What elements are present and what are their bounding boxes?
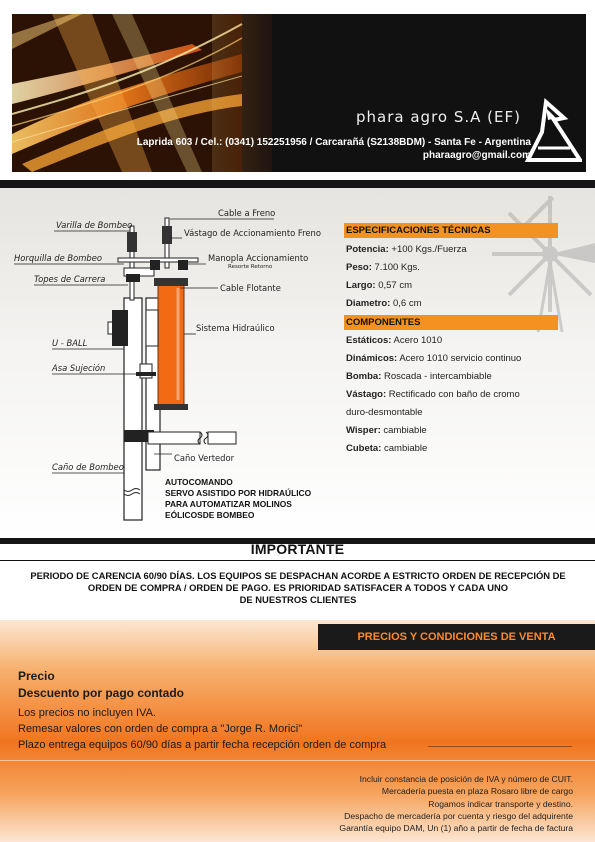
label-sistema: Sistema Hidraúlico: [196, 323, 275, 333]
pharaoh-logo-icon: [524, 98, 582, 164]
brand-name: phara agro S.A (EF): [356, 108, 521, 126]
address-line: Laprida 603 / Cel.: (0341) 152251956 / Carcarañá (S2138BDM) - Santa Fe - Argentina: [136, 137, 531, 148]
comp-vastago-cont: duro-desmontable: [346, 407, 423, 418]
specs-heading: ESPECIFICACIONES TÉCNICAS: [344, 223, 558, 238]
label-vastago: Vástago de Accionamiento Freno: [184, 228, 321, 238]
comp-estaticos: Estáticos: Acero 1010: [346, 335, 443, 346]
footer-notes: Incluir constancia de posición de IVA y número de CUIT. Mercadería puesta en plaza Rosaro libre de cargo Rogamos indicar transporte y destino. Despacho de mercadería por cuenta y riesgo del adquirente Garantía equipo DAM, Un (1) año a partir de fecha de factura: [339, 774, 573, 834]
label-asa: Asa Sujeción: [52, 363, 106, 373]
divider: [0, 760, 595, 761]
divider: [0, 560, 595, 561]
components-heading: COMPONENTES: [344, 315, 558, 330]
comp-vastago: Vástago: Rectificado con baño de cromo: [346, 389, 520, 400]
windmill-graphic: [478, 192, 595, 332]
contact-block: [137, 136, 531, 162]
comp-wisper: Wisper: cambiable: [346, 425, 427, 436]
divider: [428, 746, 572, 747]
label-horquilla: Horquilla de Bombeo: [14, 253, 103, 263]
comp-cubeta: Cubeta: cambiable: [346, 443, 428, 454]
label-resorte: Resorte Retorno: [228, 264, 273, 270]
spec-potencia: Potencia: +100 Kgs./Fuerza: [346, 244, 467, 255]
label-uball: U - BALL: [52, 338, 88, 348]
importante-text: PERIODO DE CARENCIA 60/90 DÍAS. LOS EQUIPOS SE DESPACHAN ACORDE A ESTRICTO ORDEN DE RECEPCIÓN DE ORDEN DE COMPRA / ORDEN DE PAGO. ES PRIORIDAD SATISFACER A TODOS Y CADA UNO DE NUESTROS CLIENTES: [30, 570, 566, 605]
label-cano-vertedor: Caño Vertedor: [174, 453, 235, 463]
spec-diametro: Diametro: 0,6 cm: [346, 298, 422, 309]
conditions-list: Los precios no incluyen IVA. Remesar valores con orden de compra a "Jorge R. Morici" Plazo entrega equipos 60/90 días a partir fecha recepción orden de compra: [18, 707, 387, 751]
label-cano-bombeo: Caño de Bombeo: [52, 462, 124, 472]
comp-dinamicos: Dinámicos: Acero 1010 servicio continuo: [346, 353, 522, 364]
label-topes: Topes de Carrera: [34, 274, 106, 284]
email-line: pharaagro@gmail.com: [422, 150, 531, 161]
label-cable-flotante: Cable Flotante: [220, 283, 281, 293]
label-cable-freno: Cable a Freno: [218, 208, 276, 218]
label-manopla: Manopla Accionamiento: [208, 253, 309, 263]
discount-label: Descuento por pago contado: [18, 686, 185, 700]
label-varilla: Varilla de Bombeo: [56, 220, 133, 230]
autocomando-note: AUTOCOMANDO SERVO ASISTIDO POR HIDRAÚLICO PARA AUTOMATIZAR MOLINOS EÓLICOSDE BOMBEO: [165, 477, 312, 520]
spec-largo: Largo: 0,57 cm: [346, 280, 412, 291]
divider-band: [0, 180, 595, 188]
pricing-heading: PRECIOS Y CONDICIONES DE VENTA: [318, 624, 595, 650]
price-block: [18, 668, 184, 702]
spec-peso: Peso: 7.100 Kgs.: [346, 262, 420, 273]
price-label: Precio: [18, 669, 55, 683]
importante-heading: IMPORTANTE: [250, 541, 345, 557]
comp-bomba: Bomba: Roscada - intercambiable: [346, 371, 492, 382]
